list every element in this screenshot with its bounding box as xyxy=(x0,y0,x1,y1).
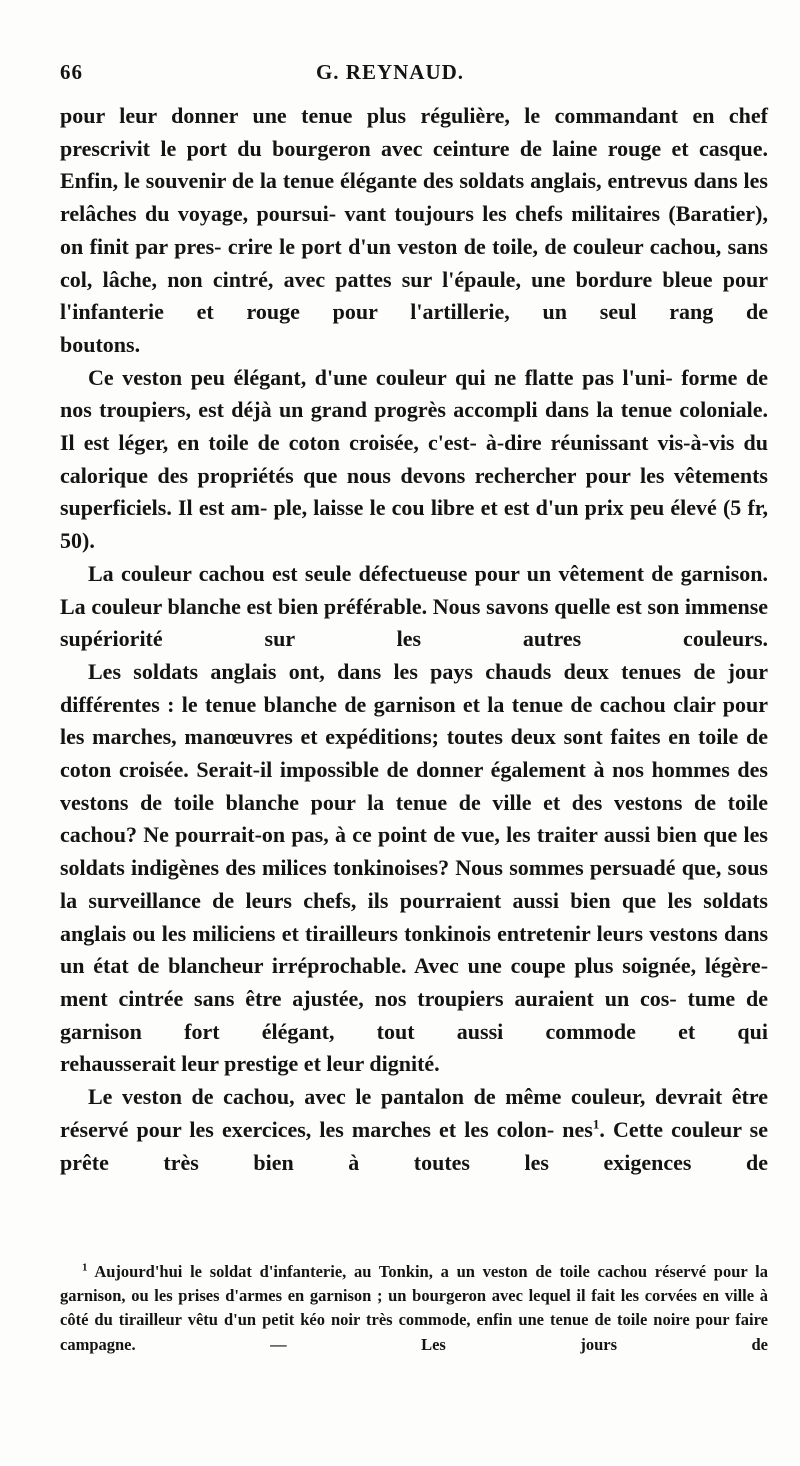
text-line: pourraient aussi bien que les soldats anglais ou les miliciens xyxy=(60,887,768,946)
text-line: tume de garnison fort élégant, tout aussi commode et qui xyxy=(60,985,769,1044)
text-line: forme de nos troupiers, est déjà un grand progrès accompli dans xyxy=(60,364,768,423)
text-line: pour l'infanterie et rouge pour l'artillerie, un seul rang de xyxy=(60,266,769,325)
text-line: Le veston de cachou, avec le pantalon de même couleur, xyxy=(88,1084,646,1110)
text-line: de jour différentes : le tenue blanche de garnison et la tenue xyxy=(60,658,769,717)
text-line: devons rechercher pour les vêtements superficiels. Il est am- xyxy=(60,462,768,521)
text-line: cachou? Ne pourrait-on pas, à ce point de vue, les traiter aussi xyxy=(60,822,651,848)
text-line: garnison. La couleur blanche est bien préférable. Nous savons xyxy=(60,560,768,619)
text-line: ple, laisse le cou libre et est d'un prix peu élevé (5 fr, 50). xyxy=(60,495,769,554)
text-line: pour leur donner une tenue plus régulière, le commandant en xyxy=(60,103,715,128)
text-line: lâche, non cintré, avec pattes sur l'épaule, une bordure bleue xyxy=(102,266,713,292)
text-line: la tenue coloniale. Il est léger, en toile de coton croisée, c'est- xyxy=(60,397,769,456)
text-line: La couleur cachou est seule défectueuse pour un vêtement de xyxy=(88,560,674,586)
text-line: de cachou clair pour les marches, manœuvres et expéditions; xyxy=(60,691,769,750)
text-line: sommes persuadé que, sous la surveillance de leurs chefs, ils xyxy=(60,855,768,913)
text-line: rouge et casque. Enfin, le souvenir de la tenue élégante des xyxy=(60,135,769,194)
text-line: soldats anglais, entrevus dans les relâches du voyage, poursui- xyxy=(60,168,768,227)
text-line: vant toujours les chefs militaires (Baratier), on finit par pres- xyxy=(60,201,768,259)
footnote xyxy=(60,1260,768,1357)
paragraph-3 xyxy=(60,558,768,656)
text-line: toile blanche pour la tenue de ville et des vestons de toile xyxy=(173,789,768,815)
text-line: et tirailleurs tonkinois entretenir leurs vestons dans un état de xyxy=(60,920,769,979)
text-line: rehausserait leur prestige et leur dignité. xyxy=(60,1051,440,1077)
paragraph-2 xyxy=(60,362,768,558)
text-line: quelle est son immense supériorité sur les autres couleurs. xyxy=(60,593,769,652)
paragraph-1-end xyxy=(60,329,768,362)
body-text xyxy=(60,100,768,1179)
page-header xyxy=(60,60,760,90)
page-number: 66 xyxy=(60,60,83,84)
text-line: crire le port d'un veston de toile, de couleur cachou, sans col, xyxy=(60,233,768,292)
text-line: blancheur irréprochable. Avec une coupe plus soignée, légère- xyxy=(168,953,769,979)
paragraph-1 xyxy=(60,100,768,329)
text-line: chef prescrivit le port du bourgeron avec ceinture de laine xyxy=(60,103,768,161)
text-line: bien que les soldats indigènes des milices tonkinoises? Nous xyxy=(60,822,768,881)
text-line: ment cintrée sans être ajustée, nos troupiers auraient un cos- xyxy=(60,985,677,1011)
text-line: Cette couleur se prête très bien à toutes les exigences de xyxy=(60,1116,769,1175)
running-head: G. REYNAUD. xyxy=(315,60,465,84)
footnote-mark: 1 xyxy=(82,1261,88,1274)
paragraph-4 xyxy=(60,656,768,1048)
paragraph-5: Le veston de cachou, avec le pantalon de même couleur, devrait être réservé pour les exercices, les marches et les colon- nes$^1$. Cette couleur se prête très bien à toutes les exigences de xyxy=(60,1084,769,1175)
text-line: nes xyxy=(562,1116,593,1142)
text-line: toutes deux sont faites en toile de coton croisée. Serait-il xyxy=(60,724,768,783)
text-line: impossible de donner également à nos hommes des vestons de xyxy=(60,757,768,815)
text-line: boutons. xyxy=(60,331,141,357)
text-line: devrait être réservé pour les exercices, les marches et les colon- xyxy=(60,1084,768,1142)
text-line: Les soldats anglais ont, dans les pays chauds deux tenues xyxy=(88,658,682,684)
paragraph-4-end xyxy=(60,1048,768,1081)
text-line: Ce veston peu élégant, d'une couleur qui ne flatte pas l'uni- xyxy=(88,364,673,390)
footnote-text: Aujourd'hui le soldat d'infanterie, au Tonkin, a un veston de toile cachou réservé pour la garnison, ou les prises d'armes en garnison ; un bourgeron avec lequel il fait les corvées en ville à côté du tirailleur vêtu d'un petit kéo noir très commode, enfin une tenue de toile noire pour faire campagne. — Les jours de xyxy=(60,1262,768,1354)
footnote-call: 1 xyxy=(592,1116,600,1132)
text-line: à-dire réunissant vis-à-vis du calorique des propriétés que nous xyxy=(60,430,768,488)
